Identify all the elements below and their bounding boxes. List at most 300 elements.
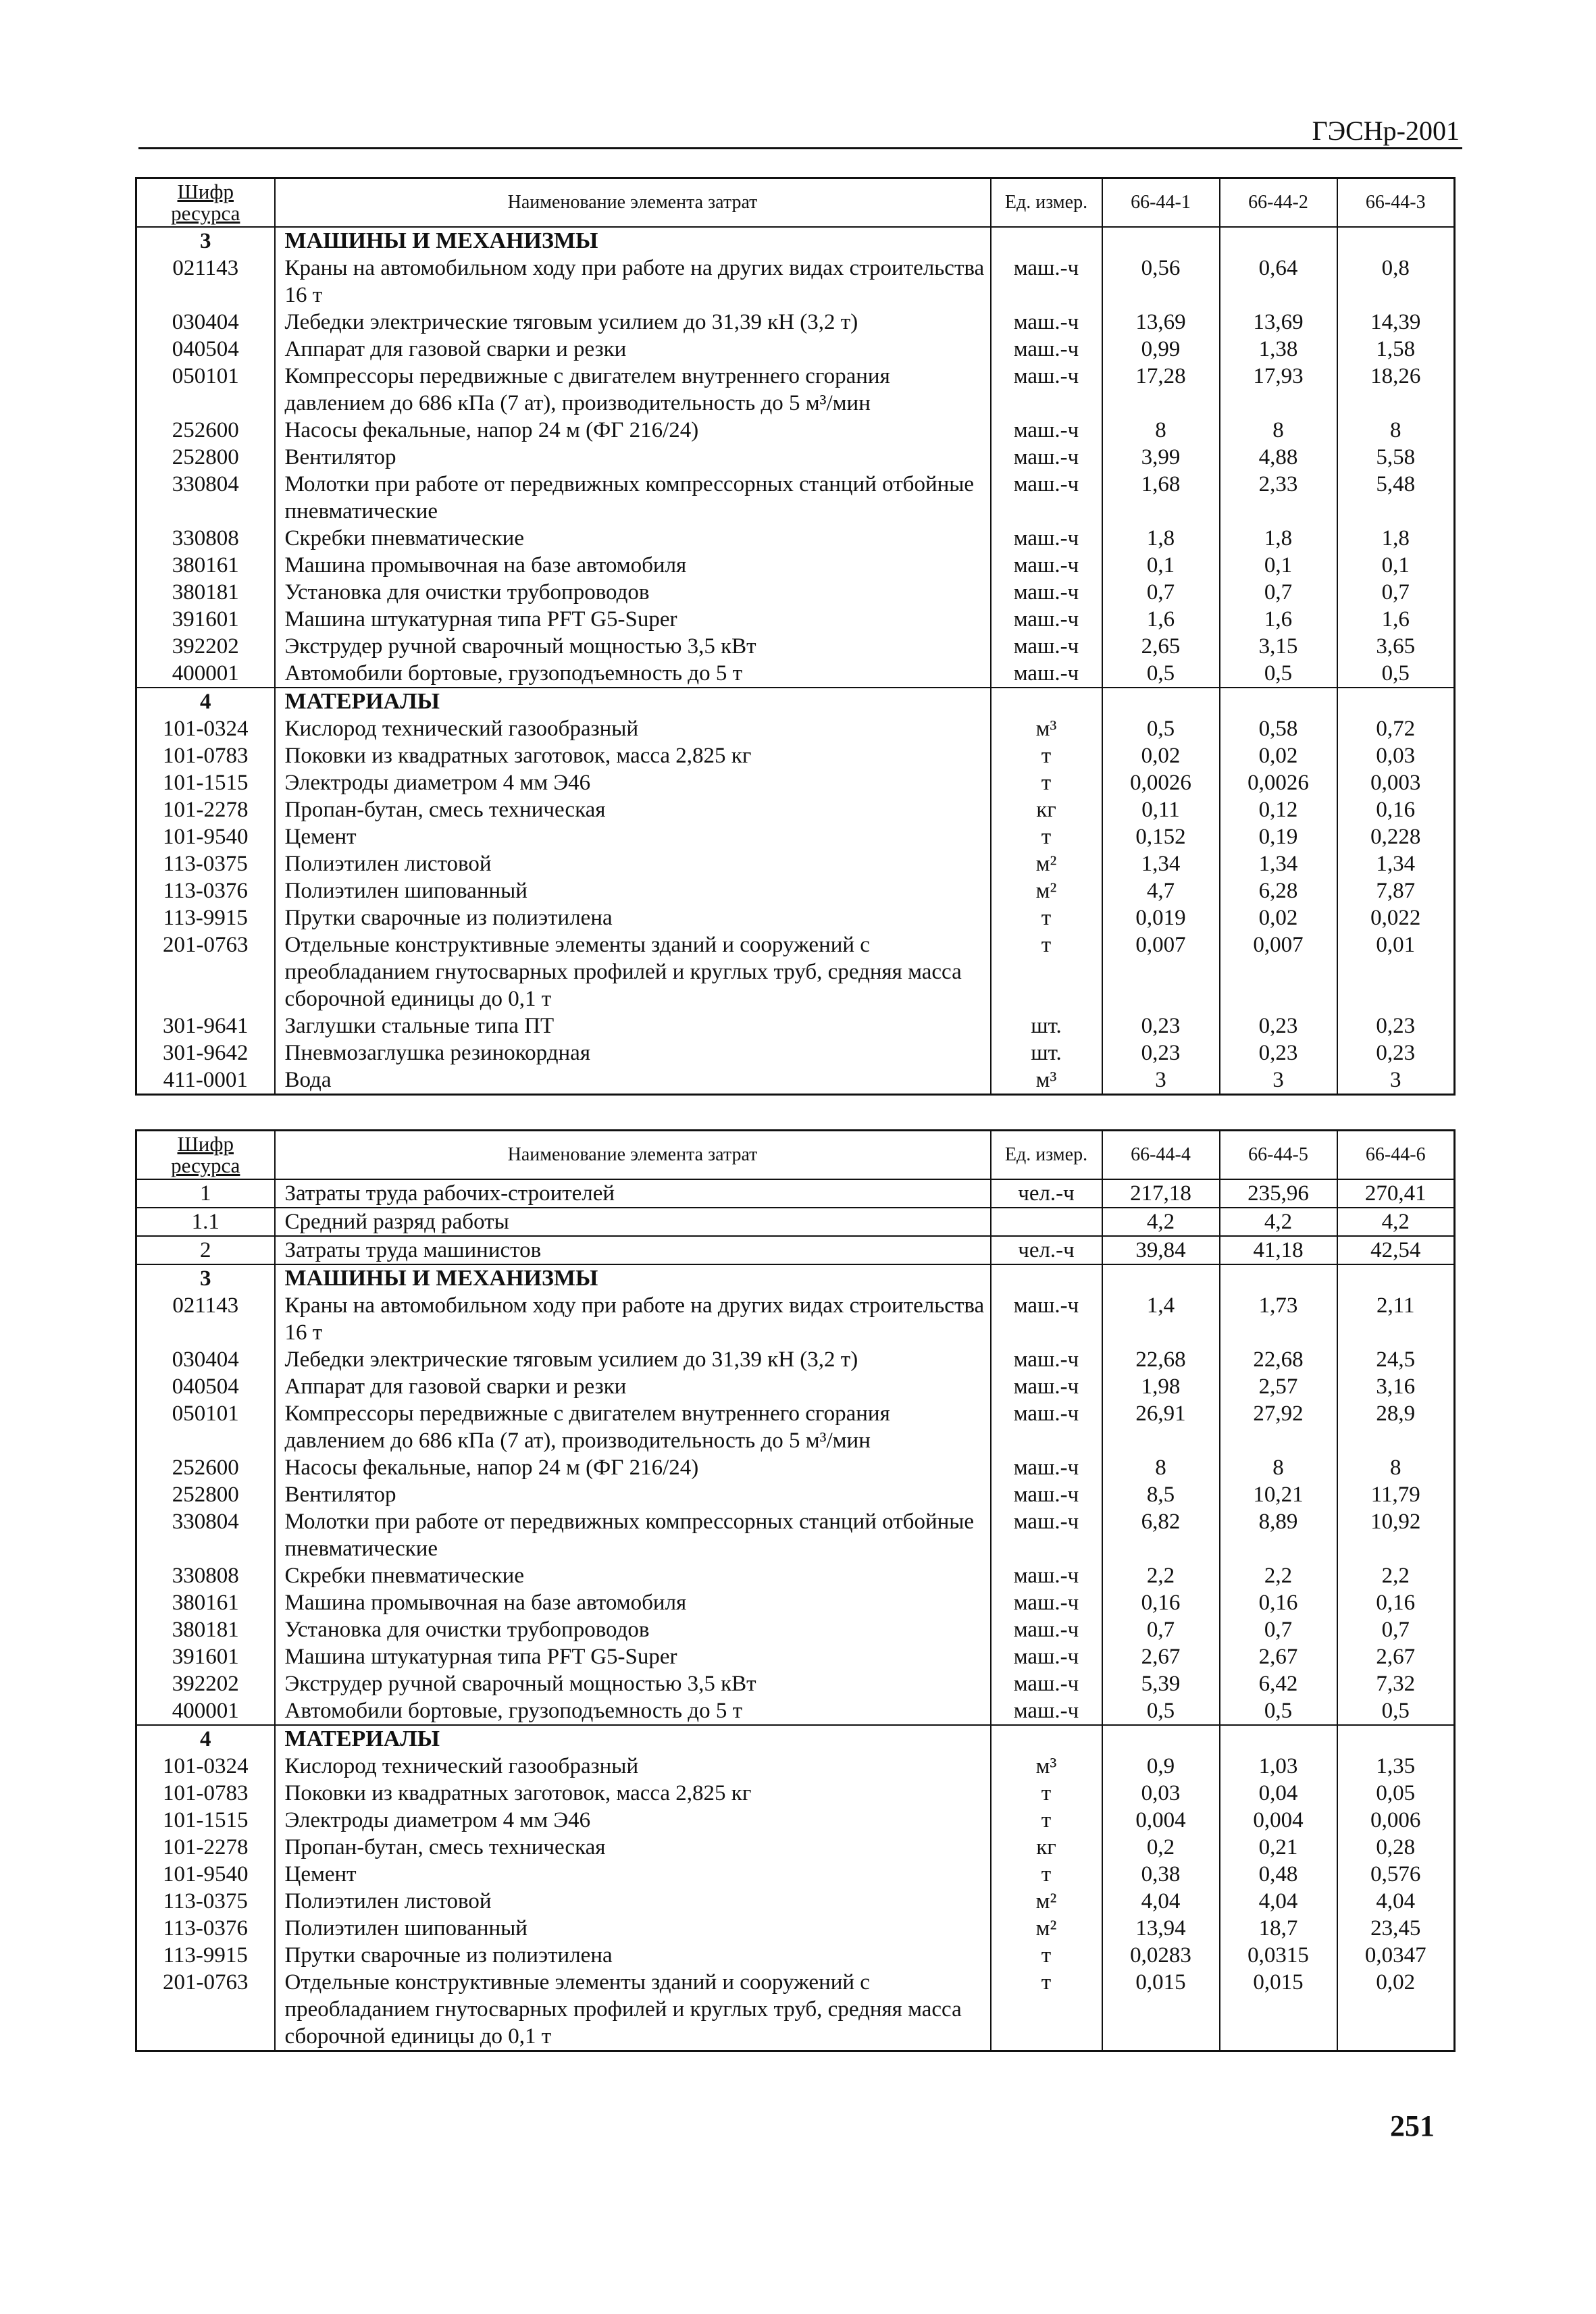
value-cell-2: 0,12: [1220, 796, 1337, 823]
unit-cell: маш.-ч: [991, 1454, 1102, 1481]
table-row: [136, 1807, 1455, 1834]
value-cell-3: 0,5: [1337, 660, 1455, 688]
value-cell-2: 0,58: [1220, 715, 1337, 742]
resource-code-cell: 2: [136, 1236, 275, 1264]
table-row: [136, 1589, 1455, 1616]
cost-element-name-cell: Электроды диаметром 4 мм Э46: [275, 1807, 991, 1834]
unit-cell: [991, 688, 1102, 715]
value-cell-3: 10,92: [1337, 1508, 1455, 1562]
table-row: [136, 742, 1455, 769]
value-cell-3: 0,72: [1337, 715, 1455, 742]
resource-code-cell: 040504: [136, 1373, 275, 1400]
value-cell-2: [1220, 1725, 1337, 1753]
table-row: [136, 336, 1455, 363]
cost-element-name-cell: Вода: [275, 1066, 991, 1095]
unit-cell: маш.-ч: [991, 1589, 1102, 1616]
table-row: [136, 931, 1455, 1012]
value-cell-3: 8: [1337, 1454, 1455, 1481]
resource-code-cell: 391601: [136, 1643, 275, 1670]
page-header: [138, 113, 1462, 149]
cost-element-name-cell: Пропан-бутан, смесь техническая: [275, 796, 991, 823]
value-cell-1: [1102, 1264, 1220, 1292]
value-cell-1: 1,34: [1102, 850, 1220, 877]
unit-cell: т: [991, 823, 1102, 850]
cost-element-name-cell: Компрессоры передвижные с двигателем внутреннего сгорания давлением до 686 кПа (7 ат), производительность до 5 м³/мин: [275, 1400, 991, 1454]
value-cell-1: 1,6: [1102, 606, 1220, 633]
cost-element-name-cell: Экструдер ручной сварочный мощностью 3,5 кВт: [275, 633, 991, 660]
cost-element-name-cell: Пневмозаглушка резинокордная: [275, 1039, 991, 1066]
cost-element-name-cell: Вентилятор: [275, 1481, 991, 1508]
resource-code-cell: 101-9540: [136, 1861, 275, 1888]
unit-cell: маш.-ч: [991, 1508, 1102, 1562]
resource-code-cell: 113-0375: [136, 850, 275, 877]
resource-code-cell: 252600: [136, 1454, 275, 1481]
resource-code-cell: 113-9915: [136, 1942, 275, 1969]
value-cell-1: 0,0283: [1102, 1942, 1220, 1969]
value-cell-1: 0,015: [1102, 1969, 1220, 2051]
resource-code-cell: 400001: [136, 660, 275, 688]
unit-cell: чел.-ч: [991, 1179, 1102, 1208]
cost-element-name-cell: МАТЕРИАЛЫ: [275, 688, 991, 715]
column-header-c3: 66-44-3: [1337, 178, 1455, 228]
unit-cell: маш.-ч: [991, 1400, 1102, 1454]
table-row: [136, 796, 1455, 823]
value-cell-3: 24,5: [1337, 1346, 1455, 1373]
resource-code-cell: 101-2278: [136, 1834, 275, 1861]
value-cell-3: 3,65: [1337, 633, 1455, 660]
table-row: [136, 1373, 1455, 1400]
unit-cell: маш.-ч: [991, 1292, 1102, 1346]
resource-code-cell: 101-2278: [136, 796, 275, 823]
value-cell-1: 217,18: [1102, 1179, 1220, 1208]
cost-element-name-cell: Цемент: [275, 823, 991, 850]
resource-code-cell: 380161: [136, 552, 275, 579]
column-header-c2: 66-44-5: [1220, 1131, 1337, 1180]
value-cell-2: 6,28: [1220, 877, 1337, 904]
cost-element-name-cell: Автомобили бортовые, грузоподъемность до 5 т: [275, 1697, 991, 1725]
value-cell-1: 2,67: [1102, 1643, 1220, 1670]
resource-code-cell: 252800: [136, 444, 275, 471]
cost-table-2: [135, 1129, 1456, 2052]
resource-code-cell: 301-9642: [136, 1039, 275, 1066]
value-cell-1: 0,16: [1102, 1589, 1220, 1616]
column-header-code: Шифр ресурса: [136, 178, 275, 228]
resource-code-cell: 201-0763: [136, 1969, 275, 2051]
resource-code-cell: 3: [136, 227, 275, 255]
table-row: [136, 444, 1455, 471]
value-cell-2: 0,1: [1220, 552, 1337, 579]
value-cell-1: 0,02: [1102, 742, 1220, 769]
column-header-name: Наименование элемента затрат: [275, 1131, 991, 1180]
column-header-unit: Ед. измер.: [991, 1131, 1102, 1180]
unit-cell: м²: [991, 1915, 1102, 1942]
value-cell-2: 0,16: [1220, 1589, 1337, 1616]
table-row: [136, 525, 1455, 552]
value-cell-2: 1,38: [1220, 336, 1337, 363]
table-row: [136, 1400, 1455, 1454]
table-row: [136, 1562, 1455, 1589]
value-cell-2: 0,0315: [1220, 1942, 1337, 1969]
table-row: [136, 877, 1455, 904]
document-code: ГЭСНр-2001: [1312, 115, 1460, 146]
value-cell-1: 1,98: [1102, 1373, 1220, 1400]
value-cell-3: 28,9: [1337, 1400, 1455, 1454]
value-cell-1: 1,68: [1102, 471, 1220, 525]
resource-code-cell: 330808: [136, 525, 275, 552]
value-cell-1: 0,03: [1102, 1780, 1220, 1807]
cost-element-name-cell: Установка для очистки трубопроводов: [275, 579, 991, 606]
table-row: [136, 769, 1455, 796]
value-cell-2: 0,21: [1220, 1834, 1337, 1861]
table-row: [136, 1643, 1455, 1670]
unit-cell: маш.-ч: [991, 633, 1102, 660]
cost-element-name-cell: Экструдер ручной сварочный мощностью 3,5 кВт: [275, 1670, 991, 1697]
resource-code-cell: 101-0783: [136, 1780, 275, 1807]
table-row: [136, 823, 1455, 850]
table-row: [136, 904, 1455, 931]
value-cell-3: 0,16: [1337, 1589, 1455, 1616]
value-cell-1: 8,5: [1102, 1481, 1220, 1508]
unit-cell: т: [991, 1942, 1102, 1969]
value-cell-1: 0,9: [1102, 1753, 1220, 1780]
unit-cell: маш.-ч: [991, 1616, 1102, 1643]
table-row: [136, 552, 1455, 579]
value-cell-2: 0,004: [1220, 1807, 1337, 1834]
cost-element-name-cell: Средний разряд работы: [275, 1208, 991, 1236]
cost-element-name-cell: Кислород технический газообразный: [275, 1753, 991, 1780]
value-cell-2: [1220, 1264, 1337, 1292]
resource-code-cell: 4: [136, 1725, 275, 1753]
value-cell-2: 27,92: [1220, 1400, 1337, 1454]
table-row: [136, 1915, 1455, 1942]
table-row: [136, 1725, 1455, 1753]
column-header-c1: 66-44-4: [1102, 1131, 1220, 1180]
value-cell-2: 0,5: [1220, 660, 1337, 688]
resource-code-cell: 252800: [136, 1481, 275, 1508]
value-cell-3: 0,23: [1337, 1012, 1455, 1039]
table-row: [136, 227, 1455, 255]
value-cell-3: 1,6: [1337, 606, 1455, 633]
cost-element-name-cell: Насосы фекальные, напор 24 м (ФГ 216/24): [275, 417, 991, 444]
unit-cell: т: [991, 1780, 1102, 1807]
resource-code-cell: 1.1: [136, 1208, 275, 1236]
table-row: [136, 688, 1455, 715]
resource-code-cell: 021143: [136, 255, 275, 309]
resource-code-cell: 113-9915: [136, 904, 275, 931]
value-cell-1: 1,8: [1102, 525, 1220, 552]
unit-cell: маш.-ч: [991, 552, 1102, 579]
value-cell-1: 6,82: [1102, 1508, 1220, 1562]
value-cell-1: 0,1: [1102, 552, 1220, 579]
value-cell-2: 3,15: [1220, 633, 1337, 660]
unit-cell: маш.-ч: [991, 363, 1102, 417]
value-cell-1: 0,23: [1102, 1039, 1220, 1066]
value-cell-3: 5,48: [1337, 471, 1455, 525]
value-cell-2: 0,7: [1220, 1616, 1337, 1643]
value-cell-1: 0,0026: [1102, 769, 1220, 796]
cost-table-1: [135, 177, 1456, 1096]
value-cell-1: 2,65: [1102, 633, 1220, 660]
cost-element-name-cell: Прутки сварочные из полиэтилена: [275, 1942, 991, 1969]
value-cell-2: 1,73: [1220, 1292, 1337, 1346]
unit-cell: шт.: [991, 1039, 1102, 1066]
value-cell-3: 1,35: [1337, 1753, 1455, 1780]
value-cell-3: 0,5: [1337, 1697, 1455, 1725]
table-row: [136, 1780, 1455, 1807]
unit-cell: кг: [991, 796, 1102, 823]
value-cell-2: 0,04: [1220, 1780, 1337, 1807]
value-cell-3: 0,003: [1337, 769, 1455, 796]
value-cell-2: 6,42: [1220, 1670, 1337, 1697]
unit-cell: м²: [991, 1888, 1102, 1915]
unit-cell: м²: [991, 850, 1102, 877]
resource-code-cell: 380161: [136, 1589, 275, 1616]
unit-cell: маш.-ч: [991, 606, 1102, 633]
resource-code-cell: 101-0324: [136, 715, 275, 742]
page-number: 251: [1390, 2109, 1435, 2142]
value-cell-1: 0,99: [1102, 336, 1220, 363]
unit-cell: маш.-ч: [991, 1562, 1102, 1589]
unit-cell: м³: [991, 1066, 1102, 1095]
resource-code-cell: 050101: [136, 363, 275, 417]
value-cell-3: 23,45: [1337, 1915, 1455, 1942]
value-cell-2: 0,19: [1220, 823, 1337, 850]
value-cell-1: 0,5: [1102, 660, 1220, 688]
value-cell-3: 0,8: [1337, 255, 1455, 309]
value-cell-2: [1220, 688, 1337, 715]
cost-element-name-cell: Затраты труда рабочих-строителей: [275, 1179, 991, 1208]
cost-element-name-cell: МАТЕРИАЛЫ: [275, 1725, 991, 1753]
value-cell-3: 1,8: [1337, 525, 1455, 552]
cost-element-name-cell: Насосы фекальные, напор 24 м (ФГ 216/24): [275, 1454, 991, 1481]
value-cell-2: 1,8: [1220, 525, 1337, 552]
table-row: [136, 471, 1455, 525]
value-cell-3: 0,576: [1337, 1861, 1455, 1888]
value-cell-2: 41,18: [1220, 1236, 1337, 1264]
resource-code-cell: 101-1515: [136, 1807, 275, 1834]
cost-element-name-cell: Электроды диаметром 4 мм Э46: [275, 769, 991, 796]
column-header-name: Наименование элемента затрат: [275, 178, 991, 228]
table-row: [136, 1236, 1455, 1264]
table-row: [136, 660, 1455, 688]
value-cell-1: 17,28: [1102, 363, 1220, 417]
unit-cell: т: [991, 742, 1102, 769]
value-cell-3: 11,79: [1337, 1481, 1455, 1508]
resource-code-cell: 030404: [136, 309, 275, 336]
value-cell-1: 0,5: [1102, 715, 1220, 742]
table-row: [136, 1508, 1455, 1562]
value-cell-3: 0,1: [1337, 552, 1455, 579]
cost-element-name-cell: Машина промывочная на базе автомобиля: [275, 1589, 991, 1616]
table-row: [136, 1697, 1455, 1725]
cost-element-name-cell: Скребки пневматические: [275, 1562, 991, 1589]
cost-element-name-cell: Аппарат для газовой сварки и резки: [275, 336, 991, 363]
value-cell-2: 0,48: [1220, 1861, 1337, 1888]
cost-element-name-cell: Скребки пневматические: [275, 525, 991, 552]
cost-element-name-cell: Лебедки электрические тяговым усилием до 31,39 кН (3,2 т): [275, 1346, 991, 1373]
resource-code-cell: 101-0783: [136, 742, 275, 769]
cost-element-name-cell: Краны на автомобильном ходу при работе на других видах строительства 16 т: [275, 255, 991, 309]
table-row: [136, 309, 1455, 336]
value-cell-3: 1,34: [1337, 850, 1455, 877]
table-row: [136, 1346, 1455, 1373]
value-cell-3: 0,05: [1337, 1780, 1455, 1807]
value-cell-3: 0,0347: [1337, 1942, 1455, 1969]
table-row: [136, 1616, 1455, 1643]
column-header-c1: 66-44-1: [1102, 178, 1220, 228]
value-cell-2: 0,23: [1220, 1039, 1337, 1066]
resource-code-cell: 3: [136, 1264, 275, 1292]
resource-code-cell: 113-0376: [136, 1915, 275, 1942]
column-header-code: Шифр ресурса: [136, 1131, 275, 1180]
column-header-unit: Ед. измер.: [991, 178, 1102, 228]
value-cell-1: 0,23: [1102, 1012, 1220, 1039]
value-cell-1: 13,69: [1102, 309, 1220, 336]
unit-cell: чел.-ч: [991, 1236, 1102, 1264]
resource-code-cell: 392202: [136, 633, 275, 660]
unit-cell: т: [991, 904, 1102, 931]
unit-cell: маш.-ч: [991, 255, 1102, 309]
value-cell-3: 1,58: [1337, 336, 1455, 363]
cost-element-name-cell: Автомобили бортовые, грузоподъемность до 5 т: [275, 660, 991, 688]
unit-cell: маш.-ч: [991, 336, 1102, 363]
table-row: [136, 1861, 1455, 1888]
resource-code-cell: 380181: [136, 579, 275, 606]
cost-element-name-cell: Установка для очистки трубопроводов: [275, 1616, 991, 1643]
table-row: [136, 255, 1455, 309]
cost-element-name-cell: Вентилятор: [275, 444, 991, 471]
value-cell-3: 8: [1337, 417, 1455, 444]
value-cell-1: 4,04: [1102, 1888, 1220, 1915]
resource-code-cell: 030404: [136, 1346, 275, 1373]
table-row: [136, 850, 1455, 877]
value-cell-1: 26,91: [1102, 1400, 1220, 1454]
table-row: [136, 1753, 1455, 1780]
unit-cell: маш.-ч: [991, 579, 1102, 606]
value-cell-1: 8: [1102, 417, 1220, 444]
table-row: [136, 1670, 1455, 1697]
value-cell-3: [1337, 227, 1455, 255]
cost-element-name-cell: Полиэтилен шипованный: [275, 877, 991, 904]
unit-cell: т: [991, 931, 1102, 1012]
cost-element-name-cell: Отдельные конструктивные элементы зданий и сооружений с преобладанием гнутосварных профилей и круглых труб, средняя масса сборочной единицы до 0,1 т: [275, 1969, 991, 2051]
table-row: [136, 1969, 1455, 2051]
value-cell-3: [1337, 1264, 1455, 1292]
value-cell-1: 4,7: [1102, 877, 1220, 904]
value-cell-2: 8,89: [1220, 1508, 1337, 1562]
unit-cell: маш.-ч: [991, 660, 1102, 688]
value-cell-3: 0,16: [1337, 796, 1455, 823]
cost-element-name-cell: Поковки из квадратных заготовок, масса 2,825 кг: [275, 742, 991, 769]
value-cell-3: 0,03: [1337, 742, 1455, 769]
unit-cell: маш.-ч: [991, 417, 1102, 444]
value-cell-3: [1337, 1725, 1455, 1753]
value-cell-3: 0,7: [1337, 579, 1455, 606]
value-cell-2: [1220, 227, 1337, 255]
value-cell-3: 270,41: [1337, 1179, 1455, 1208]
unit-cell: кг: [991, 1834, 1102, 1861]
value-cell-1: 0,5: [1102, 1697, 1220, 1725]
value-cell-1: 22,68: [1102, 1346, 1220, 1373]
table-row: [136, 1888, 1455, 1915]
unit-cell: маш.-ч: [991, 525, 1102, 552]
resource-code-cell: 392202: [136, 1670, 275, 1697]
value-cell-1: 0,152: [1102, 823, 1220, 850]
unit-cell: [991, 1264, 1102, 1292]
unit-cell: м³: [991, 715, 1102, 742]
value-cell-2: 0,64: [1220, 255, 1337, 309]
table-row: [136, 579, 1455, 606]
unit-cell: м³: [991, 1753, 1102, 1780]
value-cell-2: 2,33: [1220, 471, 1337, 525]
value-cell-3: 3: [1337, 1066, 1455, 1095]
value-cell-1: 3,99: [1102, 444, 1220, 471]
table-row: [136, 1179, 1455, 1208]
resource-code-cell: 411-0001: [136, 1066, 275, 1095]
value-cell-2: 0,23: [1220, 1012, 1337, 1039]
cost-element-name-cell: Машина промывочная на базе автомобиля: [275, 552, 991, 579]
resource-code-cell: 050101: [136, 1400, 275, 1454]
value-cell-2: 0,5: [1220, 1697, 1337, 1725]
value-cell-1: 8: [1102, 1454, 1220, 1481]
table-body: [136, 227, 1455, 1095]
value-cell-3: 0,28: [1337, 1834, 1455, 1861]
value-cell-3: 7,32: [1337, 1670, 1455, 1697]
value-cell-3: 0,01: [1337, 931, 1455, 1012]
cost-element-name-cell: МАШИНЫ И МЕХАНИЗМЫ: [275, 1264, 991, 1292]
cost-element-name-cell: Молотки при работе от передвижных компрессорных станций отбойные пневматические: [275, 1508, 991, 1562]
table-row: [136, 1454, 1455, 1481]
value-cell-2: 3: [1220, 1066, 1337, 1095]
value-cell-3: 4,2: [1337, 1208, 1455, 1236]
value-cell-3: 0,006: [1337, 1807, 1455, 1834]
value-cell-1: 0,11: [1102, 796, 1220, 823]
value-cell-2: 13,69: [1220, 309, 1337, 336]
cost-element-name-cell: Затраты труда машинистов: [275, 1236, 991, 1264]
value-cell-1: 39,84: [1102, 1236, 1220, 1264]
cost-element-name-cell: Краны на автомобильном ходу при работе на других видах строительства 16 т: [275, 1292, 991, 1346]
table-row: [136, 417, 1455, 444]
unit-cell: шт.: [991, 1012, 1102, 1039]
table-row: [136, 1292, 1455, 1346]
unit-cell: [991, 227, 1102, 255]
unit-cell: маш.-ч: [991, 444, 1102, 471]
value-cell-3: 5,58: [1337, 444, 1455, 471]
value-cell-1: 0,2: [1102, 1834, 1220, 1861]
value-cell-1: [1102, 1725, 1220, 1753]
cost-element-name-cell: Поковки из квадратных заготовок, масса 2,825 кг: [275, 1780, 991, 1807]
value-cell-3: 4,04: [1337, 1888, 1455, 1915]
value-cell-3: 0,02: [1337, 1969, 1455, 2051]
value-cell-2: 0,02: [1220, 904, 1337, 931]
value-cell-2: 0,007: [1220, 931, 1337, 1012]
cost-element-name-cell: Полиэтилен шипованный: [275, 1915, 991, 1942]
resource-code-cell: 330804: [136, 1508, 275, 1562]
unit-cell: т: [991, 1969, 1102, 2051]
resource-code-cell: 330808: [136, 1562, 275, 1589]
cost-element-name-cell: Кислород технический газообразный: [275, 715, 991, 742]
unit-cell: маш.-ч: [991, 471, 1102, 525]
unit-cell: маш.-ч: [991, 1481, 1102, 1508]
resource-code-cell: 4: [136, 688, 275, 715]
table-row: [136, 1208, 1455, 1236]
value-cell-3: 0,022: [1337, 904, 1455, 931]
value-cell-1: 2,2: [1102, 1562, 1220, 1589]
value-cell-2: 8: [1220, 417, 1337, 444]
value-cell-2: 2,57: [1220, 1373, 1337, 1400]
value-cell-3: 0,23: [1337, 1039, 1455, 1066]
value-cell-3: 18,26: [1337, 363, 1455, 417]
